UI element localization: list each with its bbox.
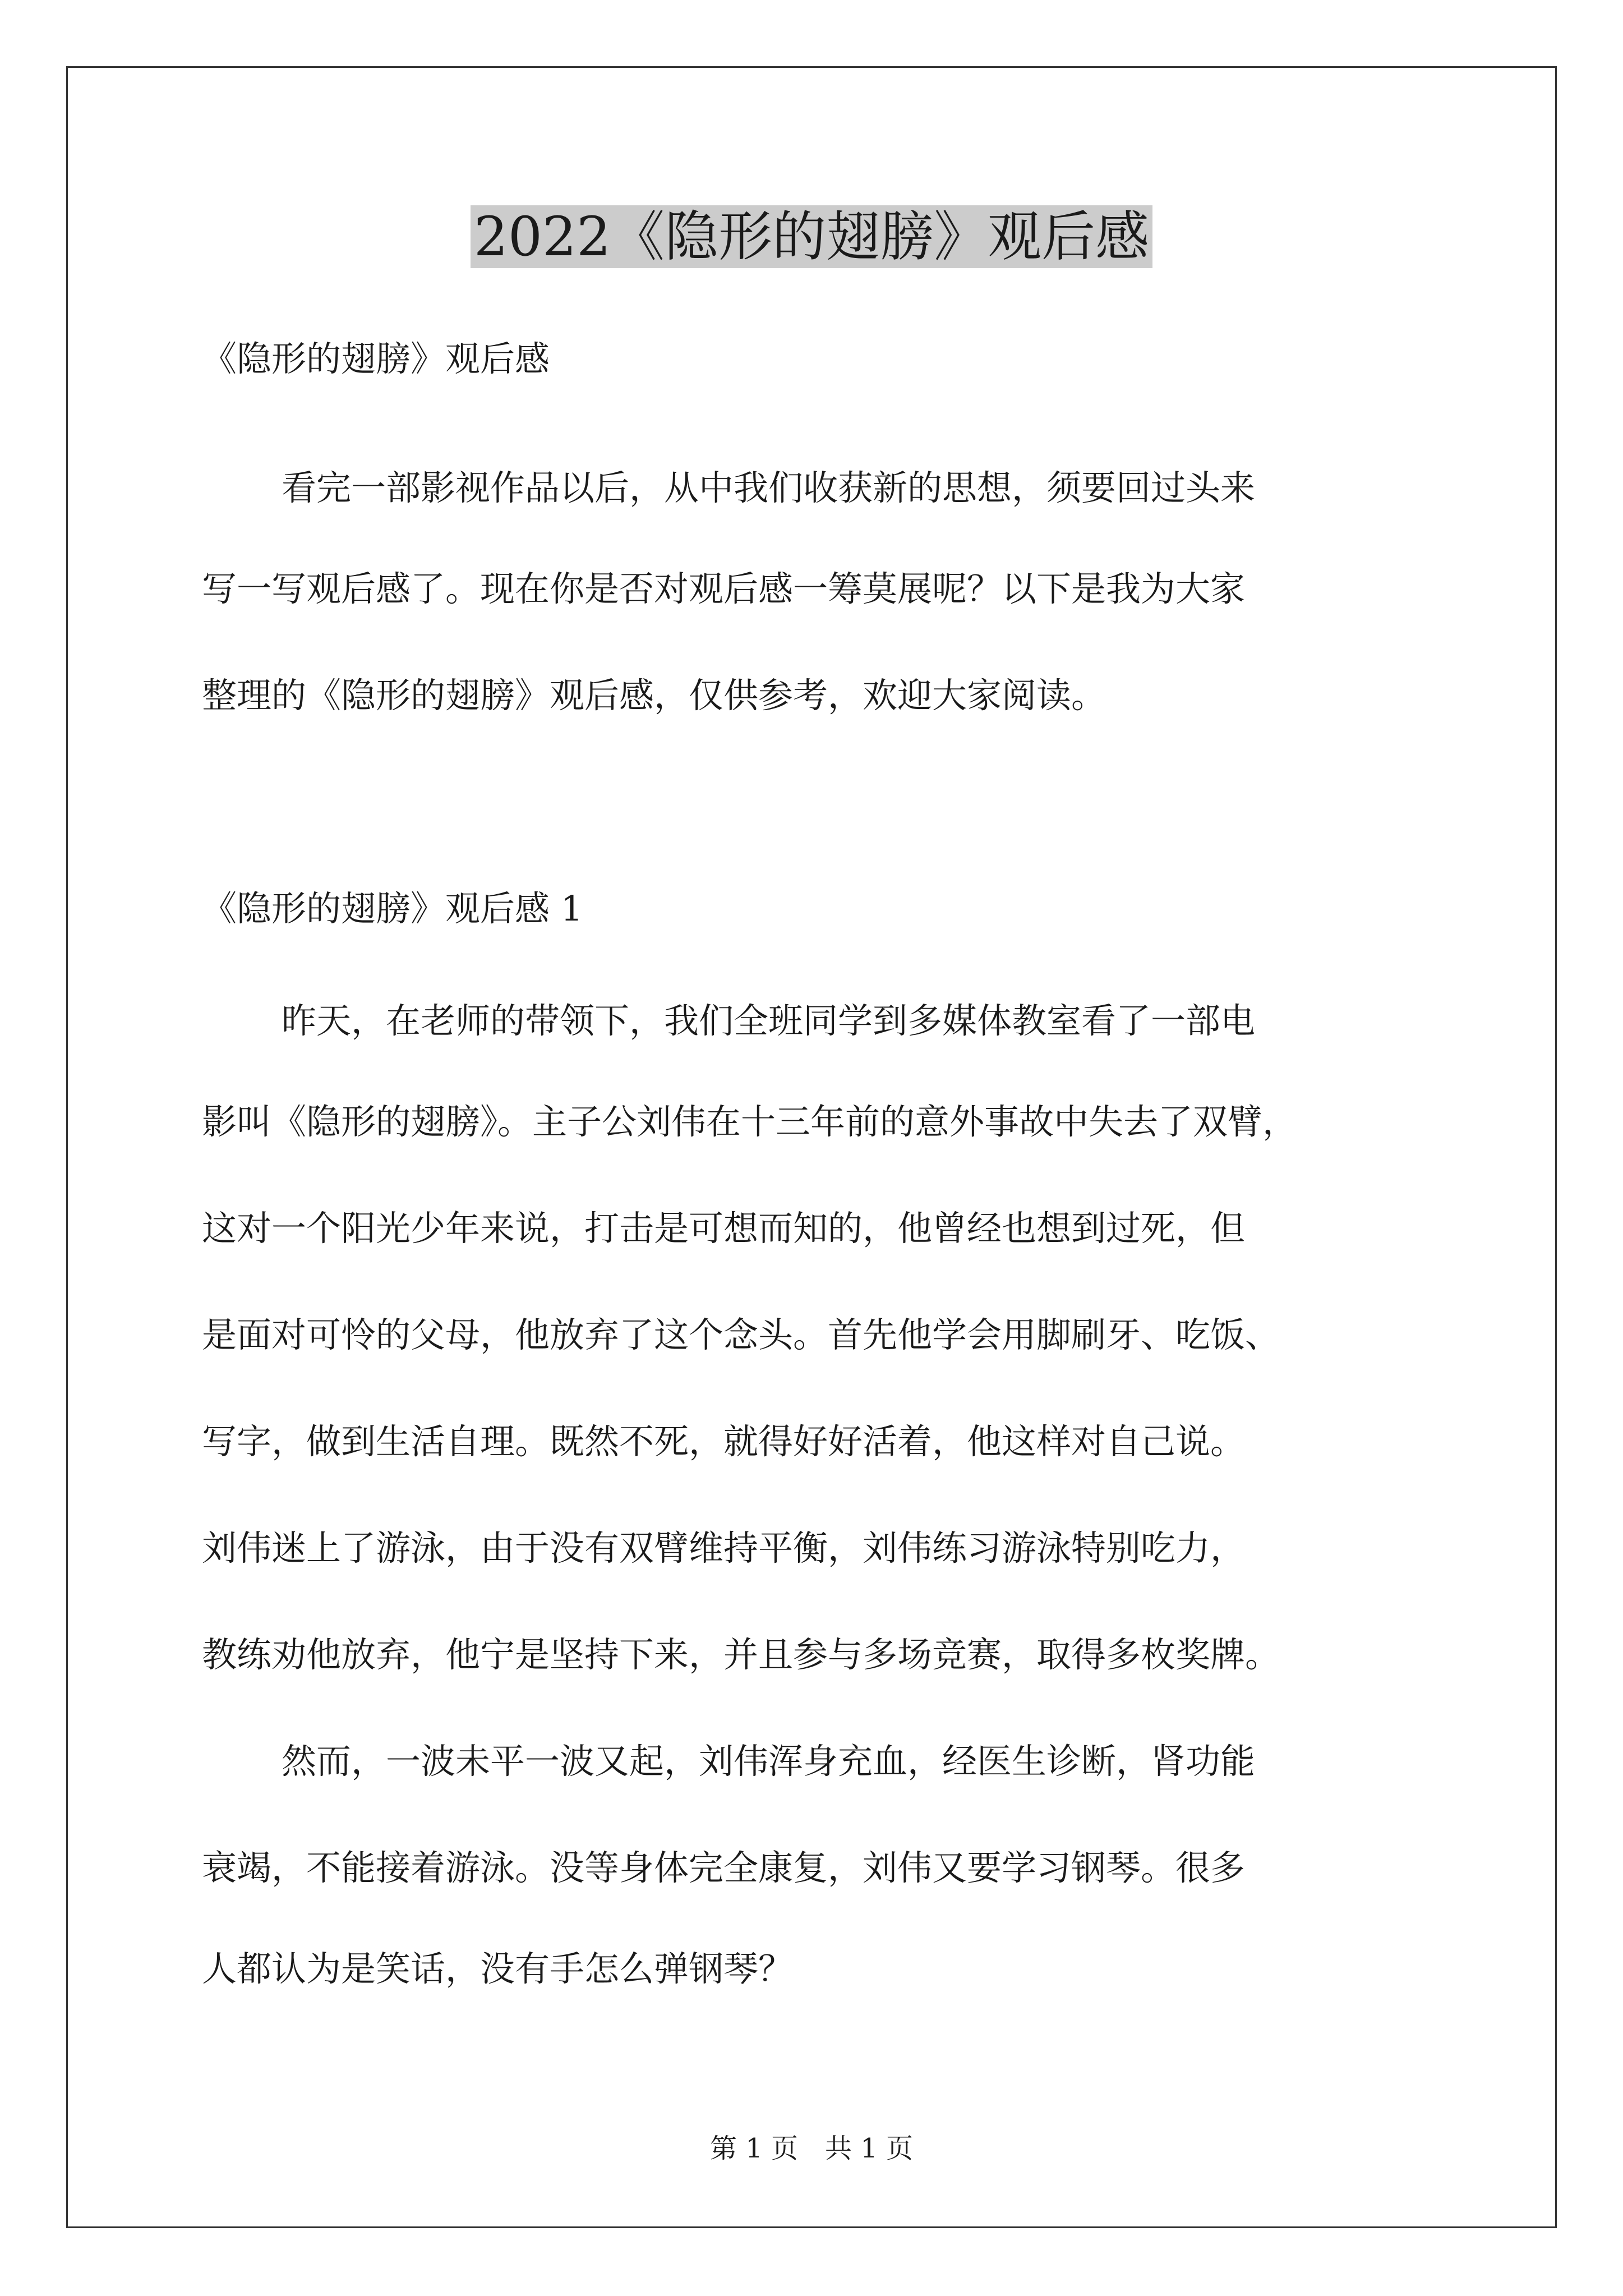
- document-title: [0, 197, 1623, 276]
- document-title-text: 2022《隐形的翅膀》观后感: [471, 205, 1152, 268]
- intro-line-1: 看完一部影视作品以后，从中我们收获新的思想，须要回过头来: [282, 467, 1256, 508]
- page-border: [66, 66, 1557, 2228]
- para2-line-2: 衰竭，不能接着游泳。没等身体完全康复，刘伟又要学习钢琴。很多: [202, 1847, 1246, 1888]
- intro-line-3: 整理的《隐形的翅膀》观后感，仅供参考，欢迎大家阅读。: [202, 675, 1106, 716]
- page-footer: 第 1 页 共 1 页: [709, 2133, 914, 2164]
- para1-line-6: 刘伟迷上了游泳，由于没有双臂维持平衡，刘伟练习游泳特别吃力，: [202, 1527, 1246, 1568]
- para1-line-4: 是面对可怜的父母，他放弃了这个念头。首先他学会用脚刷牙、吃饭、: [202, 1314, 1280, 1355]
- section-heading-1: 《隐形的翅膀》观后感 1: [202, 888, 583, 929]
- para1-line-7: 教练劝他放弃，他宁是坚持下来，并且参与多场竞赛，取得多枚奖牌。: [202, 1634, 1280, 1675]
- para2-line-1: 然而，一波未平一波又起，刘伟浑身充血，经医生诊断，肾功能: [282, 1741, 1256, 1782]
- para2-line-3: 人都认为是笑话，没有手怎么弹钢琴？: [202, 1948, 794, 1989]
- para1-line-1: 昨天，在老师的带领下，我们全班同学到多媒体教室看了一部电: [282, 1000, 1256, 1041]
- intro-line-2: 写一写观后感了。现在你是否对观后感一筹莫展呢？以下是我为大家: [202, 568, 1246, 609]
- para1-line-3: 这对一个阳光少年来说，打击是可想而知的，他曾经也想到过死，但: [202, 1208, 1246, 1249]
- para1-line-5: 写字，做到生活自理。既然不死，就得好好活着，他这样对自己说。: [202, 1421, 1246, 1462]
- para1-line-2: 影叫《隐形的翅膀》。主子公刘伟在十三年前的意外事故中失去了双臂，: [202, 1101, 1298, 1142]
- document-subtitle: 《隐形的翅膀》观后感: [202, 338, 550, 379]
